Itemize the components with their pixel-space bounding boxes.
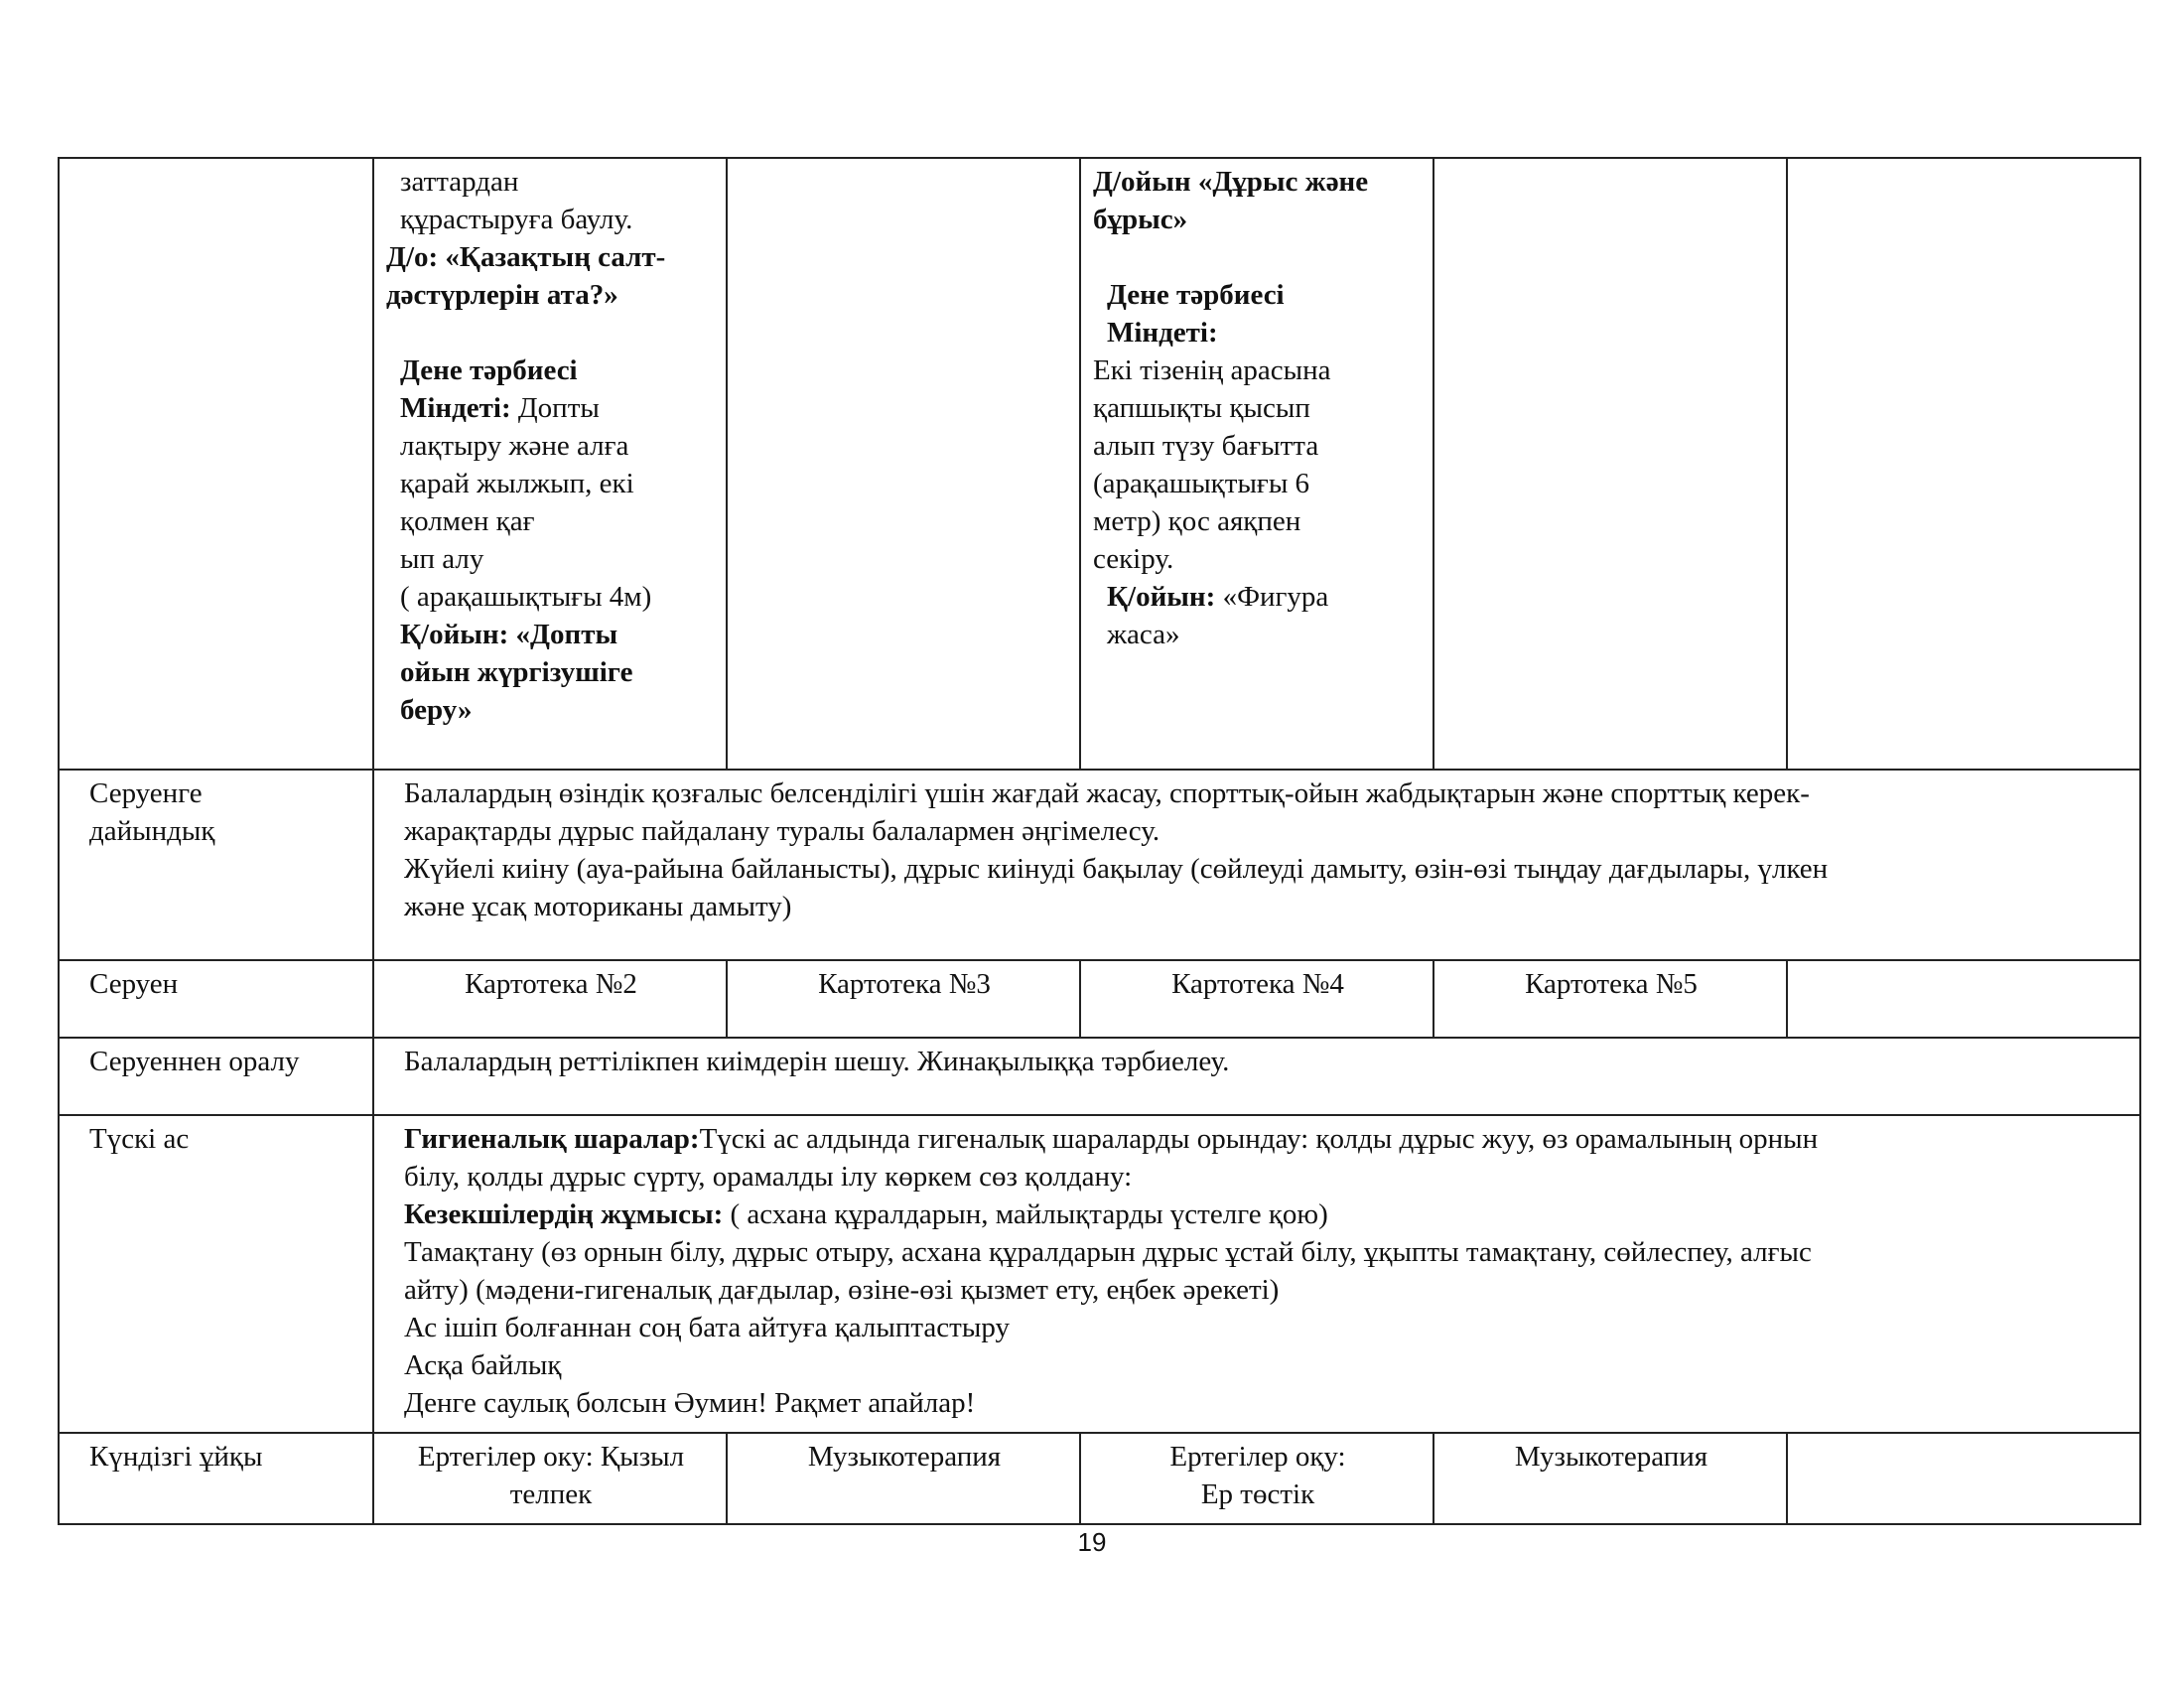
text-line: телпек	[509, 1478, 593, 1510]
row-label-line: Серуенге	[89, 777, 203, 809]
task-label: Міндеті:	[400, 392, 511, 424]
outdoor-game-line	[1093, 578, 1423, 616]
text-line: Денге саулық болсын Әумин! Рақмет апайлар!	[404, 1387, 976, 1419]
row-label-line: дайындық	[89, 815, 215, 847]
nap-cell	[373, 1433, 727, 1524]
task-line: секіру.	[1093, 543, 1174, 575]
text-line: Асқа байлық	[404, 1349, 562, 1381]
walk-card-cell: Картотека №5	[1433, 960, 1787, 1038]
task-line: алып түзу бағытта	[1093, 430, 1319, 462]
row-label-cell	[59, 158, 373, 770]
text-line: білу, қолды дұрыс сүрту, орамалды ілу көркем сөз қолдану:	[404, 1161, 1133, 1193]
page-number: 19	[1077, 1527, 1107, 1557]
text-line: заттардан	[400, 166, 519, 198]
empty-cell	[1787, 1433, 2140, 1524]
game-label: Қ/ойын:	[1107, 581, 1216, 613]
pe-title: Дене тәрбиесі	[1107, 279, 1285, 311]
empty-cell	[1787, 960, 2140, 1038]
task-text: Допты	[510, 392, 600, 424]
nap-cell	[1080, 1433, 1433, 1524]
text-line: Ас ішіп болғаннан соң бата айтуға қалыптастыру	[404, 1312, 1010, 1343]
task-line: қапшықты қысып	[1093, 392, 1310, 424]
task-line: қолмен қағ	[400, 505, 535, 537]
friday-cell	[1787, 158, 2140, 770]
nap-cell: Музыкотерапия	[727, 1433, 1080, 1524]
didactic-game-title: бұрыс»	[1093, 204, 1188, 235]
didactic-game-title: Д/о: «Қазақтың салт-	[386, 241, 666, 273]
thursday-cell	[1433, 158, 1787, 770]
hygiene-label: Гигиеналық шаралар:	[404, 1123, 700, 1155]
nap-cell: Музыкотерапия	[1433, 1433, 1787, 1524]
text-line: Жүйелі киіну (ауа-райына байланысты), дұрыс киінуді бақылау (сөйлеуді дамыту, өзін-өзі тыңдау дағдылары, үлкен	[404, 853, 1829, 885]
text-line: Ер төстік	[1200, 1478, 1315, 1510]
didactic-game-title: Д/ойын «Дұрыс және	[1093, 166, 1369, 198]
row-label-lunch: Түскі ас	[59, 1115, 373, 1433]
tuesday-cell	[727, 158, 1080, 770]
didactic-game-title: дәстүрлерін ата?»	[386, 279, 618, 311]
table-row	[59, 158, 2140, 770]
task-label: Міндеті:	[1107, 317, 1218, 349]
hygiene-text: Түскі ас алдында гигеналық шараларды орындау: қолды дұрыс жуу, өз орамалының орнын	[699, 1123, 1819, 1155]
table-row	[59, 1115, 2140, 1433]
pe-title: Дене тәрбиесі	[400, 354, 578, 386]
task-line: лақтыру және алға	[400, 430, 629, 462]
text-line: Тамақтану (өз орнын білу, дұрыс отыру, асхана құралдарын дұрыс ұстай білу, ұқыпты тамақтану, сөйлеспеу, алғыс	[404, 1236, 1812, 1268]
text-line: құрастыруға баулу.	[400, 204, 633, 235]
walk-card-cell: Картотека №3	[727, 960, 1080, 1038]
text-line: айту) (мәдени-гигеналық дағдылар, өзіне-өзі қызмет ету, еңбек әрекеті)	[404, 1274, 1280, 1306]
text-line	[404, 1120, 2100, 1158]
table-row	[59, 1433, 2140, 1524]
schedule-table	[58, 157, 2141, 1525]
table-row	[59, 1038, 2140, 1115]
task-line: ( арақашықтығы 4м)	[400, 581, 652, 613]
row-label-walk-prep	[59, 770, 373, 960]
task-line	[386, 389, 716, 427]
table-row	[59, 770, 2140, 960]
task-line: Екі тізенің арасына	[1093, 354, 1331, 386]
text-line	[404, 1196, 2100, 1233]
outdoor-game-title: Қ/ойын: «Допты	[400, 619, 618, 650]
text-line: Ертегілер оку: Қызыл	[417, 1441, 685, 1473]
table-row	[59, 960, 2140, 1038]
monday-cell	[373, 158, 727, 770]
text-line: және ұсақ моториканы дамыту)	[404, 891, 792, 922]
text-line: жарақтарды дұрыс пайдалану туралы балалармен әңгімелесу.	[404, 815, 1160, 847]
text-line: Ертегілер оқу:	[1169, 1441, 1346, 1473]
row-label-nap: Күндізгі ұйқы	[59, 1433, 373, 1524]
outdoor-game-title: ойын жүргізушіге	[400, 656, 633, 688]
duty-text: ( асхана құралдарын, майлықтарды үстелге қою)	[723, 1198, 1328, 1230]
game-text: «Фигура	[1215, 581, 1329, 613]
row-label-walk-return: Серуеннен оралу	[59, 1038, 373, 1115]
task-line: қарай жылжып, екі	[400, 468, 634, 499]
walk-card-cell: Картотека №2	[373, 960, 727, 1038]
row-label-walk: Серуен	[59, 960, 373, 1038]
duty-label: Кезекшілердің жұмысы:	[404, 1198, 724, 1230]
walk-prep-content	[373, 770, 2140, 960]
outdoor-game-line: жаса»	[1107, 619, 1180, 650]
task-line: метр) қос аяқпен	[1093, 505, 1301, 537]
lunch-content	[373, 1115, 2140, 1433]
task-line: ып алу	[400, 543, 484, 575]
outdoor-game-title: беру»	[400, 694, 473, 726]
text-line: Балалардың өзіндік қозғалыс белсенділігі үшін жағдай жасау, спорттық-ойын жабдықтарын және спорттық керек-	[404, 777, 1810, 809]
walk-card-cell: Картотека №4	[1080, 960, 1433, 1038]
wednesday-cell	[1080, 158, 1433, 770]
walk-return-content: Балалардың реттілікпен киімдерін шешу. Жинақылыққа тәрбиелеу.	[373, 1038, 2140, 1115]
task-line: (арақашықтығы 6	[1093, 468, 1310, 499]
